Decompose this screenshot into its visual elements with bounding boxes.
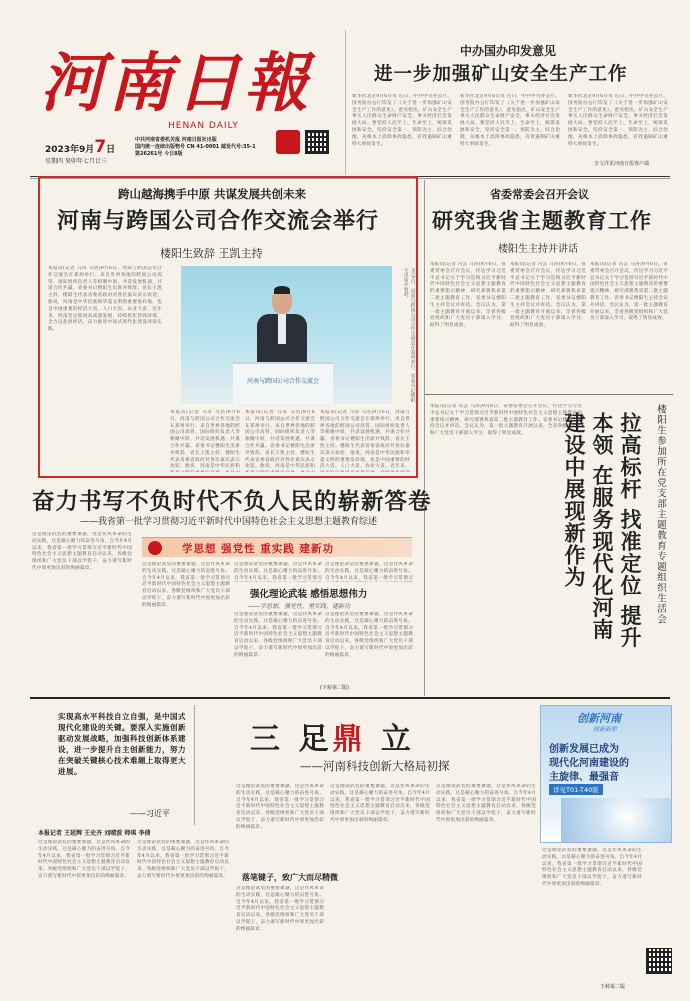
study-banner-text: 学思想 强党性 重实践 建新功 xyxy=(182,543,334,555)
photo-banner: 河南与跨国公司合作交流会 xyxy=(246,378,319,385)
innovation-body-col4: 这是理论武装的重要课题，这是作风革命的生动实践，这是凝心聚力的奋进号角。自今年4月以来，我省第一批学习贯彻习近平新时代中国特色社会主义思想主题教育启动以来，各级党组织和广大党员干部以学促干，奋力谱写新时代中原更加出彩的绚丽篇章。 xyxy=(236,886,324,932)
struggle-headline[interactable]: 奋力书写不负时代不负人民的崭新答卷 xyxy=(32,489,432,515)
edu-body-col3: 本报讯(记者 冯芸 马涛)9月6日，省委常委会召开会议，传达学习习近平总书记关于学习贯彻习近平新时代中国特色社会主义思想主题教育的重要指示精神，研究部署我省第二批主题教育工作。省委书记楼阳生主持会议并讲话。会议认为，第一批主题教育开展以来，全省各级党组织和广大党员干部深入学习，取得了明显成效。 xyxy=(590,262,668,322)
vertical-sub: 楼阳生参加所在党支部主题教育专题组织生活会 xyxy=(655,404,666,625)
headline-highlight: 鼎 xyxy=(332,722,367,757)
lead-photo[interactable] xyxy=(181,266,392,404)
promo-graphic xyxy=(561,798,671,843)
innovation-section1: 落笔键子，致广大而尽精微 xyxy=(242,872,338,882)
quote-box xyxy=(30,705,195,825)
lead-sub: 楼阳生致辞 王凯主持 xyxy=(160,247,263,260)
innovation-body-col2: 这是理论武装的重要课题，这是作风革命的生动实践，这是凝心聚力的奋进号角。自今年4月以来，我省第一批学习贯彻习近平新时代中国特色社会主义思想主题教育启动以来，各级党组织和广大党员干部以学促干，奋力谱写新时代中原更加出彩的绚丽篇章。 xyxy=(137,840,229,879)
quote-text: 实现高水平科技自立自强，是中国式现代化建设的关键。要深入实施创新驱动发展战略，加强科技创新体系建设，进一步提升自主创新能力，努力在突破关键核心技术难题上取得更大进展。 xyxy=(58,712,186,776)
lead-body-col3: 本报讯(记者 马涛 马浩)9月6日，河南与跨国公司合作交流会在郑州举行。来自世界各地的跨国公司高管、国际组织负责人等相聚中原，共话发展机遇，共谋合作共赢。省委书记楼阳生出席并致辞，省长王凯主持。楼阳生代表省委省政府对各位嘉宾表示欢迎。他说，河南是中华民族和 xyxy=(245,410,315,470)
edu-body-col2: 本报讯(记者 冯芸 马涛)9月6日，省委常委会召开会议，传达学习习近平总书记关于学习贯彻习近平新时代中国特色社会主义思想主题教育的重要指示精神，研究部署我省第二批主题教育工作。省委书记楼阳生主持会议并讲话。会议认为，第一批主题教育开展以来，全省各级党组织和广大党员干部深入学习，取得了明显成效。 xyxy=(510,262,586,329)
top-story-note[interactable]: 全文详见河南日报客户端 xyxy=(594,161,650,167)
innovation-body-col7: 这是理论武装的重要课题，这是作风革命的生动实践，这是凝心聚力的奋进号角。自今年4月以来，我省第一批学习贯彻习近平新时代中国特色社会主义思想主题教育启动以来，各级党组织和广大党员干部以学促干，奋力谱写新时代中原更加出彩的绚丽篇章。 xyxy=(542,848,642,887)
innovation-byline: 本报记者 王延辉 王史齐 刘晴波 师琪 李倩 xyxy=(38,830,151,837)
weekday: 星期四 癸卯年七月廿三 xyxy=(45,158,107,165)
promo-text-3: 主旋律、最强音 xyxy=(549,772,619,783)
study-banner xyxy=(142,537,412,557)
app-qr-icon[interactable] xyxy=(276,130,300,154)
top-story-headline[interactable]: 进一步加强矿山安全生产工作 xyxy=(374,64,628,85)
lead-body-col2: 本报讯(记者 马涛 马浩)9月6日，河南与跨国公司合作交流会在郑州举行。来自世界各地的跨国公司高管、国际组织负责人等相聚中原，共话发展机遇，共谋合作共赢。省委书记楼阳生出席并致辞，省长王凯主持。楼阳生代表省委省政府对各位嘉宾表示欢迎。他说，河南是中华民族和 xyxy=(170,410,240,470)
innovation-continue[interactable]: 下转第二版 xyxy=(600,984,626,990)
innovation-body-col6: 这是理论武装的重要课题，这是作风革命的生动实践，这是凝心聚力的奋进号角。自今年4月以来，我省第一批学习贯彻习近平新时代中国特色社会主义思想主题教育启动以来，各级党组织和广大党员干部以学促干，奋力谱写新时代中原更加出彩的绚丽篇章。 xyxy=(436,784,536,823)
innovation-headline[interactable]: 三 足鼎 立 xyxy=(250,722,415,757)
lead-headline[interactable]: 河南与跨国公司合作交流会举行 xyxy=(57,208,380,234)
top-story-body: 新华社北京9月6日电 近日，中共中央办公厅、国务院办公厅印发了《关于进一步加强矿山安全生产工作的意见》。意见指出，矿山安全生产事关人民群众生命财产安全，事关经济社会发展大局。要坚持人民至上、生命至上，统筹发展和安全，坚持安全第一、预防为主、综合治理，从根本上消除事故隐患，有效遏制矿山重特大事故发生。 xyxy=(352,94,452,147)
masthead-pinyin: HENAN DAILY xyxy=(168,121,239,131)
innovation-sub: ——河南科技创新大格局初探 xyxy=(300,759,450,773)
lead-body-col4: 本报讯(记者 马涛 马浩)9月6日，河南与跨国公司合作交流会在郑州举行。来自世界各地的跨国公司高管、国际组织负责人等相聚中原，共话发展机遇，共谋合作共赢。省委书记楼阳生出席并致辞，省长王凯主持。楼阳生代表省委省政府对各位嘉宾表示欢迎。他说，河南是中华民族和华夏文明的重要发祥地，也是中国重要的经济大省、人口大省、农业大省。近年来， xyxy=(320,410,410,470)
struggle-body-col6: 这是理论武装的重要课题，这是作风革命的生动实践，这是凝心聚力的奋进号角。自今年4月以来，我省第一批学习贯彻习近平新时代中国特色社会主义思想主题教育启动以来，各级党组织和广大党员干部以学促干，奋力谱写新时代中原更加出彩的绚丽篇章。 xyxy=(325,612,413,658)
date-day: 7 xyxy=(94,137,107,157)
masthead-logo: 河南日報 xyxy=(40,46,312,121)
promo-text-1: 创新发展已成为 xyxy=(549,744,619,755)
promo-brand2: 创新新彩 xyxy=(593,726,618,733)
innovation-body-col5: 这是理论武装的重要课题，这是作风革命的生动实践，这是凝心聚力的奋进号角。自今年4月以来，我省第一批学习贯彻习近平新时代中国特色社会主义思想主题教育启动以来，各级党组织和广大党员干部以学促干，奋力谱写新时代中原更加出彩的绚丽篇章。 xyxy=(330,784,430,823)
top-story-body-col2: 新华社北京9月6日电 近日，中共中央办公厅、国务院办公厅印发了《关于进一步加强矿山安全生产工作的意见》。意见指出，矿山安全生产事关人民群众生命财产安全，事关经济社会发展大局。要坚持人民至上、生命至上，统筹发展和安全，坚持安全第一、预防为主、综合治理，从根本上消除事故隐患，有效遏制矿山重特大事故发生。 xyxy=(460,94,560,147)
top-story-body-col3: 新华社北京9月6日电 近日，中共中央办公厅、国务院办公厅印发了《关于进一步加强矿山安全生产工作的意见》。意见指出，矿山安全生产事关人民群众生命财产安全，事关经济社会发展大局。要坚持人民至上、生命至上，统筹发展和安全，坚持安全第一、预防为主、综合治理，从根本上消除事故隐患，有效遏制矿山重特大事故发生。 xyxy=(568,94,668,147)
innovation-body-col1: 这是理论武装的重要课题，这是作风革命的生动实践，这是凝心聚力的奋进号角。自今年4月以来，我省第一批学习贯彻习近平新时代中国特色社会主义思想主题教育启动以来，各级党组织和广大党员干部以学促干，奋力谱写新时代中原更加出彩的绚丽篇章。 xyxy=(38,840,130,879)
struggle-body-col5: 这是理论武装的重要课题，这是作风革命的生动实践，这是凝心聚力的奋进号角。自今年4月以来，我省第一批学习贯彻习近平新时代中国特色社会主义思想主题教育启动以来，各级党组织和广大党员干部以学促干，奋力谱写新时代中原更加出彩的绚丽篇章。 xyxy=(234,612,322,658)
edu-sub: 楼阳生主持并讲话 xyxy=(498,244,578,255)
qr-code-icon[interactable] xyxy=(305,130,329,154)
struggle-sub2b: ——学思想，强党性，重实践，建新功 xyxy=(248,603,351,610)
promo-brand: 创新河南 xyxy=(577,712,621,725)
innovation-body-col3: 这是理论武装的重要课题，这是作风革命的生动实践，这是凝心聚力的奋进号角。自今年4月以来，我省第一批学习贯彻习近平新时代中国特色社会主义思想主题教育启动以来，各级党组织和广大党员干部以学促干，奋力谱写新时代中原更加出彩的绚丽篇章。 xyxy=(236,784,324,830)
lead-kicker: 跨山越海携手中原 共谋发展共创未来 xyxy=(118,187,307,201)
lead-body: 本报讯(记者 马涛 马浩)9月6日，河南与跨国公司合作交流会在郑州举行。来自世界各地的跨国公司高管、国际组织负责人等相聚中原，共话发展机遇，共谋合作共赢。省委书记楼阳生出席并致辞，省长王凯主持。楼阳生代表省委省政府对各位嘉宾表示欢迎。他说，河南是中华民族和华夏文明的重要发祥地，也是中国重要的经济大省、人口大省、农业大省。近年来，河南坚定推进高质量发展，持续优化营商环境，全力以赴拼经济，奋力推进中国式现代化建设河南实践。 xyxy=(48,266,162,333)
masthead-info: 中共河南省委机关报 河南日报社出版 国内统一连续出版物号 CN 41-0001 邮发代号:35-1 第26261号 今日8版 xyxy=(135,137,256,157)
vertical-headline[interactable]: 拉高标杆 找准定位 提升本领 在服务现代化河南建设中展现新作为 xyxy=(562,412,643,649)
edu-headline[interactable]: 研究我省主题教育工作 xyxy=(432,208,652,233)
date-line: 2023年9月7日 xyxy=(45,137,116,157)
lead-photo-caption: 9月6日，河南与跨国公司合作交流会在郑州举行。省委书记楼阳生出席并致辞。 xyxy=(403,268,415,402)
promo-link[interactable]: 详见T01-T40版 xyxy=(549,784,603,795)
struggle-continue[interactable]: (下转第二版) xyxy=(320,685,349,691)
struggle-sub2: 强化理论武装 感悟思想伟力 xyxy=(250,589,368,600)
party-emblem-icon xyxy=(148,541,162,555)
promo-text-2: 现代化河南建设的 xyxy=(549,758,629,769)
innovation-promo-box[interactable] xyxy=(540,705,672,843)
bottom-qr-icon[interactable] xyxy=(646,948,672,974)
struggle-body-col4: 这是理论武装的重要课题，这是作风革命的生动实践，这是凝心聚力的奋进号角。自今年4月以来，我省第一批学习贯彻习 xyxy=(325,562,413,581)
vertical-story-body: 本报讯(记者 冯芸 马涛)9月6日，省委常委会召开会议，传达学习习近平总书记关于学习贯彻习近平新时代中国特色社会主义思想主题教育的重要指示精神，研究部署我省第二批主题教育工作。省委书记楼阳生主持会议并讲话。会议认为，第一批主题教育开展以来，全省各级党组织和广大党员干部深入学习，取得了明显成效。 xyxy=(430,404,582,437)
struggle-body-col2: 这是理论武装的重要课题，这是作风革命的生动实践，这是凝心聚力的奋进号角。自今年4月以来，我省第一批学习贯彻习近平新时代中国特色社会主义思想主题教育启动以来，各级党组织和广大党员干部以学促干，奋力谱写新时代中原更加出彩的绚丽篇章。 xyxy=(142,562,230,608)
struggle-sub: ——我省第一批学习贯彻习近平新时代中国特色社会主义思想主题教育综述 xyxy=(80,517,378,527)
edu-body: 本报讯(记者 冯芸 马涛)9月6日，省委常委会召开会议，传达学习习近平总书记关于学习贯彻习近平新时代中国特色社会主义思想主题教育的重要指示精神，研究部署我省第二批主题教育工作。省委书记楼阳生主持会议并讲话。会议认为，第一批主题教育开展以来，全省各级党组织和广大党员干部深入学习，取得了明显成效。 xyxy=(430,262,506,329)
quote-author: ——习近平 xyxy=(130,809,170,818)
struggle-body: 这是理论武装的重要课题，这是作风革命的生动实践，这是凝心聚力的奋进号角。自今年4月以来，我省第一批学习贯彻习近平新时代中国特色社会主义思想主题教育启动以来，各级党组织和广大党员干部以学促干，奋力谱写新时代中原更加出彩的绚丽篇章。 xyxy=(32,532,132,571)
edu-kicker: 省委常委会召开会议 xyxy=(490,188,589,201)
struggle-body-col3: 这是理论武装的重要课题，这是作风革命的生动实践，这是凝心聚力的奋进号角。自今年4月以来，我省第一批学习贯彻习 xyxy=(234,562,322,581)
top-story-kicker: 中办国办印发意见 xyxy=(460,44,557,58)
